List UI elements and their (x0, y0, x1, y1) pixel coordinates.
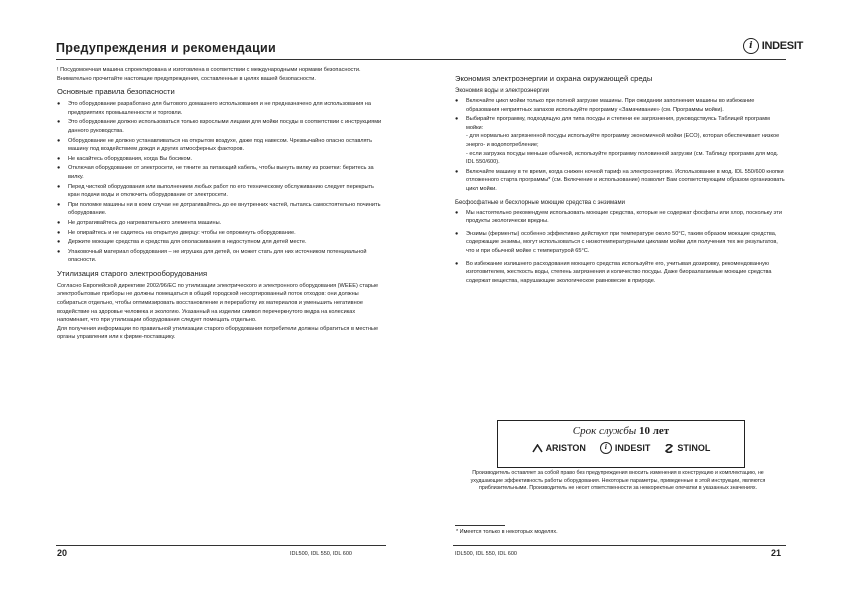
environment-heading: Экономия электроэнергии и охрана окружающей среды (455, 74, 653, 83)
list-item: ● Отключая оборудование от электросети, не тяните за питающий кабель, чтобы вынуть вилку из розетки: беритесь за вилку. (57, 164, 387, 181)
water-list (455, 97, 785, 194)
service-life-years: 10 лет (638, 425, 670, 437)
list-item: ● Энзимы (ферменты) особенно эффективно действуют при температуре около 50°C, таким образом моющие средства, содержащие энзимы, могут использоваться с низкотемпературными циклами мойки для получения тех же результатов, что и при обычной мойке с температурой 65°C. (455, 230, 785, 256)
footer-models-left: IDL500, IDL 550, IDL 600 (290, 551, 352, 557)
list-item: ● Включайте цикл мойки только при полной загрузке машины. При ожидании заполнения машины во избежание образования неприятных запахов используйте программу «Замачивание» (см. Программы мойки). (455, 97, 785, 114)
list-item: ● Это оборудование разработано для бытового домашнего использования и не предназначено для использования на предприятиях промышленности и торговли. (57, 100, 387, 117)
ariston-logo (532, 443, 586, 453)
footnote: * Имеется только в некоторых моделях. (456, 529, 558, 535)
footer-rule-right (453, 545, 786, 546)
list-item: ● При поломке машины ни в коем случае не дотрагивайтесь до ее внутренних частей, пытаясь самостоятельно починить оборудование. (57, 201, 387, 218)
list-item (455, 115, 785, 167)
sub-item: - если загрузка посуды меньше обычной, используйте программу половинной загрузки (см. Таблицу программ для мод. IDL 550/600). (466, 150, 779, 166)
stinol-mark-icon (664, 444, 674, 453)
right-column (455, 70, 785, 289)
footnote-rule (455, 525, 505, 526)
disposal-text-2: Для получения информации по правильной утилизации старого оборудования потребители должны обратиться в местные органы управления или к фирме-поставщику. (57, 325, 379, 341)
list-item: ● Не касайтесь оборудования, когда Вы босиком. (57, 155, 387, 164)
footer-rule-left (56, 545, 386, 546)
indesit-brand-text: INDESIT (614, 443, 651, 453)
ariston-text: ARISTON (545, 443, 586, 453)
disposal-heading: Утилизация старого электрооборудования (57, 268, 208, 278)
safety-list (57, 100, 387, 265)
indesit-logo-mark: i (743, 38, 759, 54)
disposal-text: Согласно Европейской директиве 2002/96/EC по утилизации электрического и электронного оборудования (WEEE) старые электробытовые приборы не должны помещаться в общий городской несортированный поток отходов: они должны собираться отдельно, чтобы оптимизировать восстановление и переработку их материалов и уменьшить негативное воздействие на здоровье человека и экологию. Указанный на изделии символ перечеркнутого ведра на колесиках напоминает, что при утилизации оборудования следует помещать отдельно. (57, 282, 379, 324)
sub-item: - для нормально загрязненной посуды используйте программу экономичной мойки (ECO), которая обеспечивает низкое энерго- и водопотребление; (466, 133, 780, 148)
page-number-left: 20 (57, 548, 68, 558)
service-life-title (498, 425, 744, 437)
ariston-mark-icon (532, 444, 543, 453)
service-life-label: Срок службы (572, 425, 637, 437)
water-heading: Экономия воды и электроэнергии (455, 88, 550, 94)
list-item: ● Держите моющие средства и средства для ополаскивания в недоступном для детей месте. (57, 238, 387, 247)
list-item: ● Не дотрагивайтесь до нагревательного элемента машины. (57, 219, 387, 228)
list-item: ● Это оборудование должно использоваться только взрослыми лицами для мойки посуды в соответствии с инструкциями данного руководства. (57, 118, 387, 135)
list-item: ● Не опирайтесь и не садитесь на открытую дверцу: чтобы не опрокинуть оборудование. (57, 229, 387, 238)
stinol-text: STINOL (677, 443, 711, 453)
indesit-logo (743, 38, 803, 54)
header-rule (56, 59, 786, 60)
intro-text: ! Посудомоечная машина спроектирована и изготовлена в соответствии с международными нормами безопасности. Внимательно прочитайте настоящие предупреждения, составленные в целях вашей безопасности. (57, 67, 361, 82)
list-item: ● Упаковочный материал оборудования – не игрушка для детей, он может стать для них источником потенциальной опасности. (57, 248, 387, 265)
list-item: ● Во избежание излишнего расходования моющего средства используйте его, учитывая дозировку, рекомендованную изготовителем, жесткость воды, степень загрязнения и количество посуды. Даже биоразлагаемые моющие средства содержат вещества, нарушающие экологическое равновесие в природе. (455, 260, 785, 286)
left-column (57, 66, 387, 342)
indesit-brand-logo (600, 442, 651, 454)
list-item: ● Включайте машину в те время, когда снижен ночной тариф на электроэнергию. Использование в мод. IDL 550/600 кнопки отложенного старта программы* (см. Включение и использование) позволит Вам соответствующим образом организовать цикл мойки. (455, 168, 785, 194)
list-item: ● Перед чисткой оборудования или выполнением любых работ по его техническому обслуживанию следует перекрыть кран подачи воды и отключить оборудование от электросети. (57, 183, 387, 200)
indesit-mark-icon: i (600, 442, 612, 454)
brand-logos (498, 442, 744, 454)
footer-models-right: IDL500, IDL 550, IDL 600 (455, 551, 517, 557)
stinol-logo (664, 443, 710, 453)
manufacturer-note: Производитель оставляет за собой право без предупреждения вносить изменения в конструкцию и комплектацию, не ухудшающие эффективность работы оборудования. Некоторые параметры, приведенные в этой инструкции, являются приблизительными. Производитель не несет ответственности за неккоректные опечатки в указанных значениях. (470, 470, 766, 492)
page-number-right: 21 (771, 548, 782, 558)
service-life-box (497, 420, 745, 468)
safety-heading: Основные правила безопасности (57, 87, 175, 97)
list-item: ● Оборудование не должно устанавливаться на открытом воздухе, даже под навесом. Чрезвычайно опасно оставлять машину под воздействием дождя и других атмосферных факторов. (57, 137, 387, 154)
list-item-text: Выбирайте программу, подходящую для типа посуды и степени ее загрязнения, руководствуясь Таблицей программ мойки: (466, 116, 770, 131)
list-item: ● Мы настоятельно рекомендуем использовать моющие средства, которые не содержат фосфаты или хлор, поскольку эти продукты экологически вредны. (455, 209, 785, 226)
phosphate-list (455, 209, 785, 286)
page-title: Предупреждения и рекомендации (56, 41, 277, 55)
indesit-logo-text: INDESIT (761, 40, 803, 52)
phosphate-heading: Бесфосфатные и бесхлорные моющие средства с энзимами (455, 199, 625, 206)
